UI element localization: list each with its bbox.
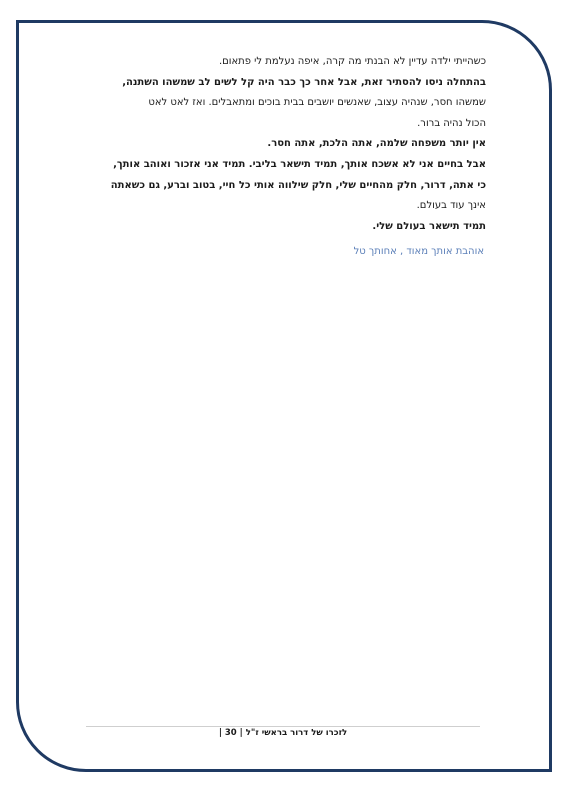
letter-line: הכול נהיה ברור. — [417, 117, 486, 129]
memorial-text: לזכרו של דרור בראשי ז"ל — [245, 728, 348, 738]
letter-line: אבל בחיים אני לא אשכח אותך, תמיד תישאר בליבי. תמיד אני אזכור ואוהב אותך, — [113, 158, 486, 170]
letter-line: שמשהו חסר, שנהיה עצוב, שאנשים יושבים בבית בוכים ומתאבלים. ואז לאט לאט — [148, 97, 486, 109]
footer-divider — [86, 726, 480, 727]
letter-line: אינך עוד בעולם. — [416, 200, 486, 212]
letter-line: אין יותר משפחה שלמה, אתה הלכת, אתה חסר. — [267, 138, 486, 150]
letter-line: תמיד תישאר בעולם שלי. — [372, 220, 486, 232]
page-number: | 30 | — [218, 728, 243, 738]
signature: אוהבת אותך מאוד , אחותך טל — [353, 246, 484, 257]
letter-line: בהתחלה ניסו להסתיר זאת, אבל אחר כך כבר היה קל לשים לב שמשהו השתנה, — [122, 76, 486, 88]
letter-line: כשהייתי ילדה עדיין לא הבנתי מה קרה, איפה נעלמת לי פתאום. — [218, 56, 486, 67]
letter-line: כי אתה, דרור, חלק מהחיים שלי, חלק שילווה אותי כל חיי, בטוב וברע, גם כשאתה — [110, 179, 486, 191]
letter-body — [90, 52, 486, 237]
page-footer — [86, 728, 480, 738]
